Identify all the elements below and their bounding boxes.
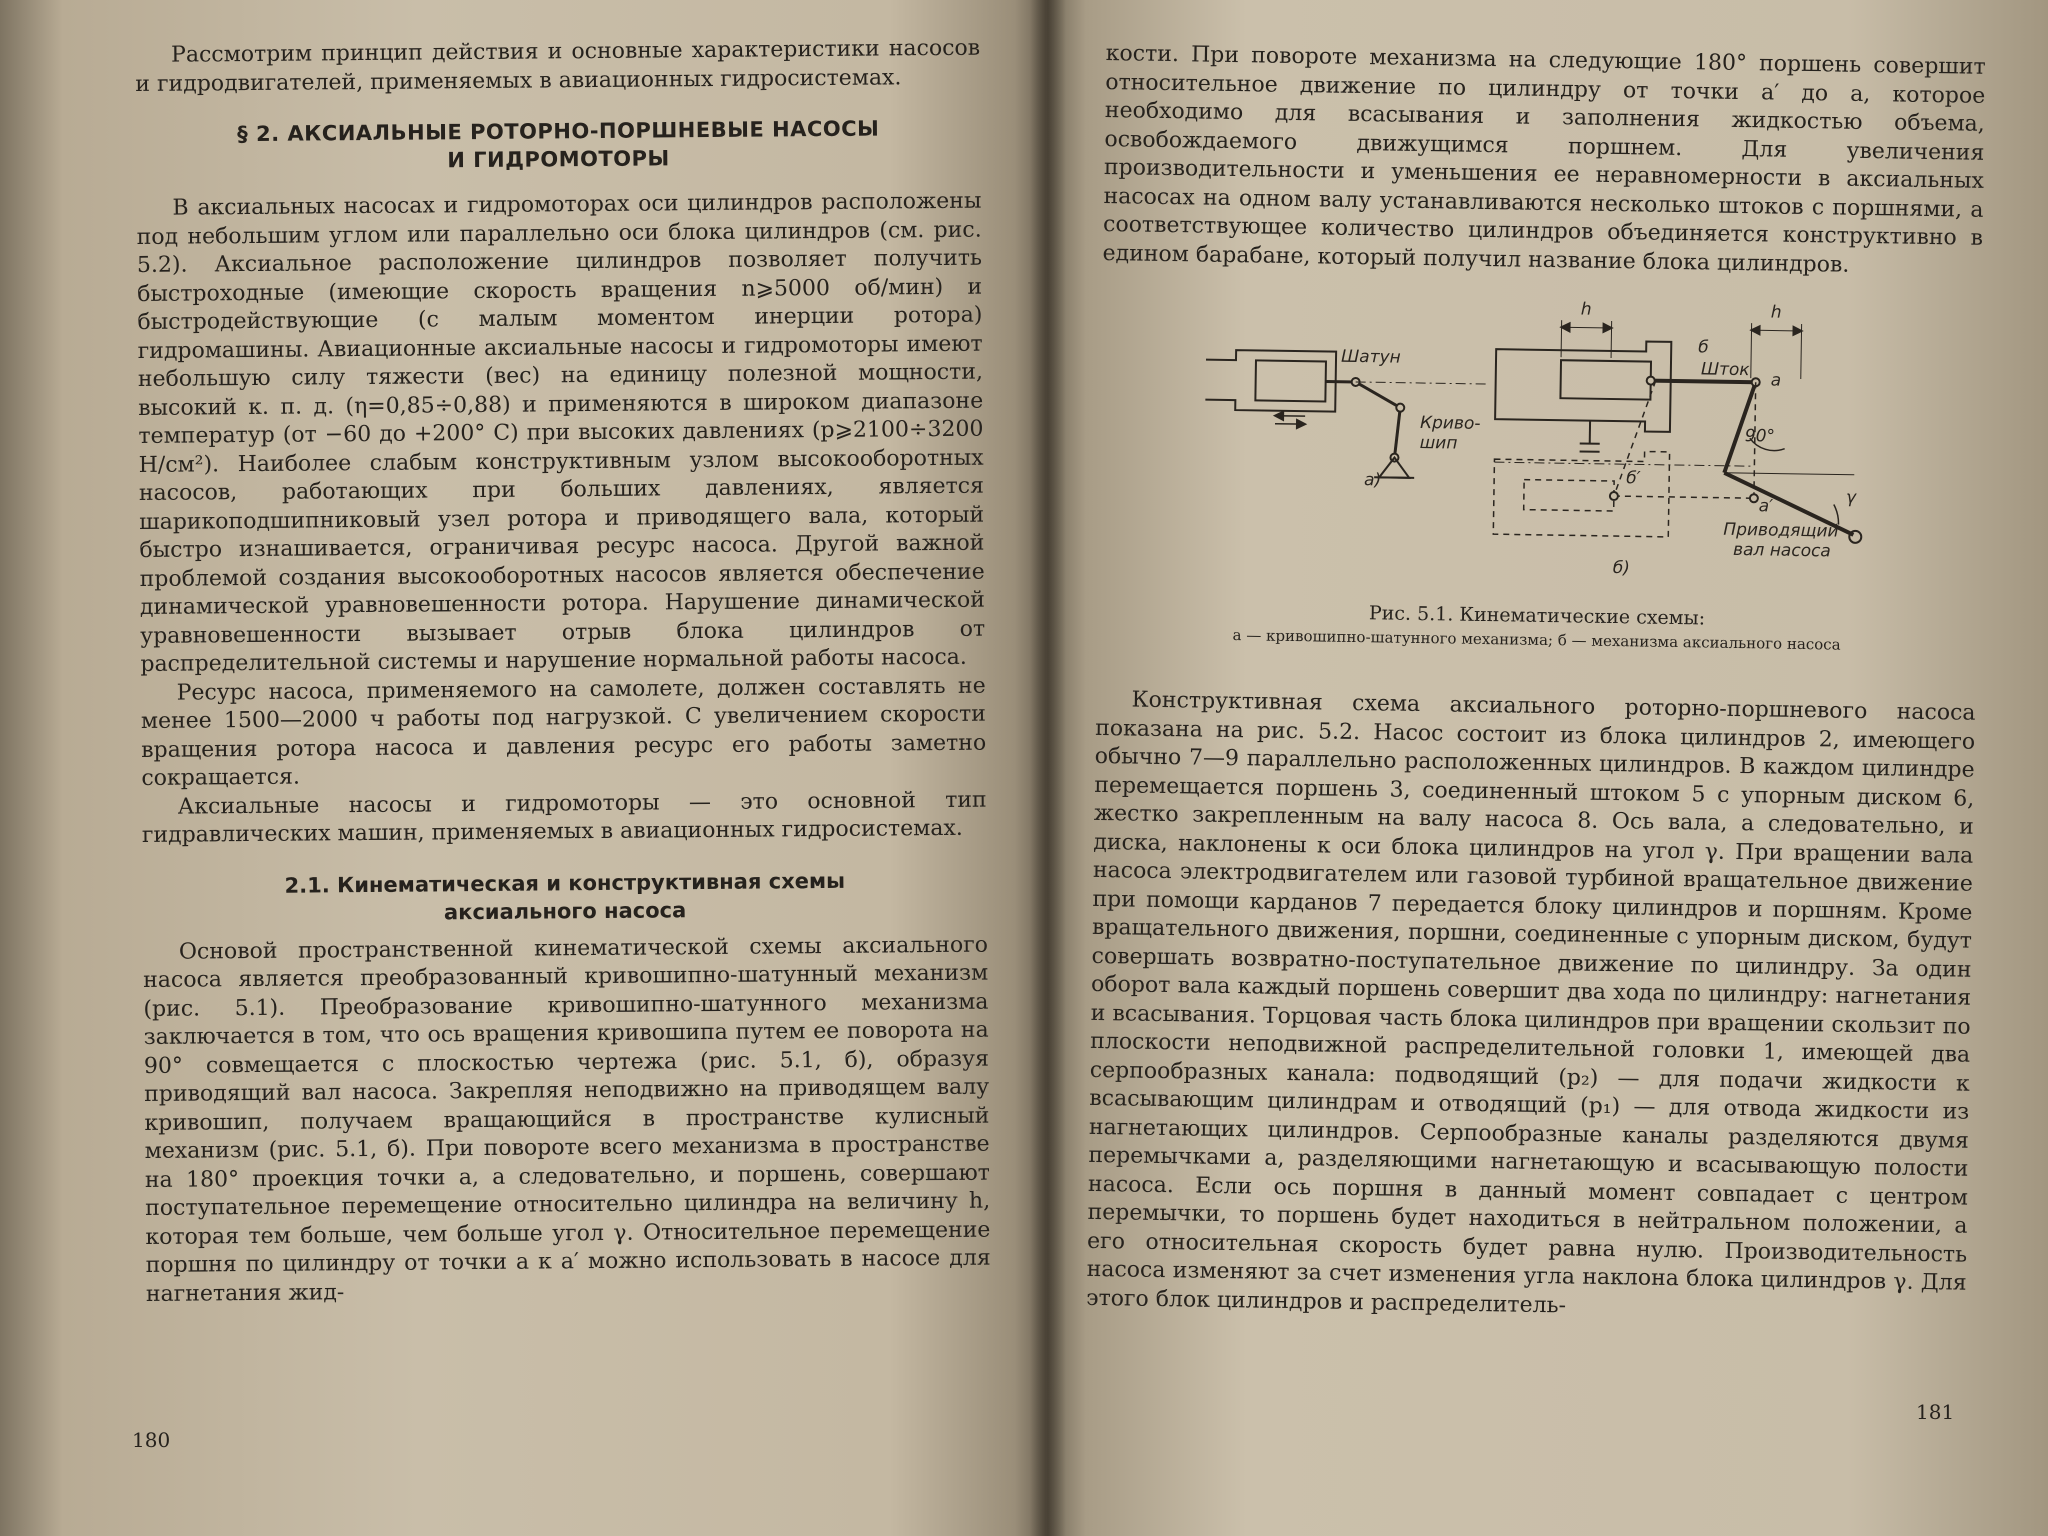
label-gamma: γ — [1845, 487, 1857, 508]
section-heading-line2: И ГИДРОМОТОРЫ — [447, 146, 670, 173]
figure-caption-title: Рис. 5.1. Кинематические схемы: — [1368, 602, 1706, 630]
subsection-heading-line2: аксиального насоса — [443, 897, 687, 924]
label-h-left: h — [1580, 299, 1592, 320]
section-heading — [136, 114, 981, 177]
paragraph: Конструктивная схема аксиального роторно-поршневого насоса показана на рис. 5.2. Насос состоит из блока цилиндров 2, имеющего обычно 7—9 параллельно расположенных цилиндров. В каждом цилиндре перемещается поршень 3, соединенный штоком 5 с упорным диском 6, жестко закрепленным на валу насоса 8. Ось вала, а следовательно, и диска, наклонены к оси блока цилиндров на угол γ. При вращении вала насоса электродвигателем или газовой турбиной вращательное движение при помощи карданов 7 передается блоку цилиндров и поршням. Кроме вращательного движения, поршни, соединенные с упорным диском, будут совершать возвратно-поступательное движение по цилиндру. За один оборот вала каждый поршень совершит два хода по цилиндру: нагнетания и всасывания. Торцовая часть блока цилиндров при вращении скользит по плоскости неподвижной распределительной головки 1, имеющей два серпообразных канала: подводящий (p₂) — для подачи жидкости к всасывающим цилиндрам и отводящий (p₁) — для отвода жидкости из нагнетающих цилиндров. Серпообразные каналы разделяются двумя перемычками a, разделяющими нагнетающую и всасывающую полости насоса. Если ось поршня в данный момент совпадает с центром перемычки, то поршень будет находиться в нейтральном положении, а его относительная скорость будет равна нулю. Производительность насоса изменяют за счет изменения угла наклона блока цилиндров γ. Для этого блок цилиндров и распределитель- — [1086, 687, 1976, 1318]
book-gutter — [1030, 0, 1066, 1536]
connecting-rod-a — [1355, 382, 1400, 408]
label-90-degrees: 90° — [1744, 426, 1776, 447]
subsection-heading — [142, 865, 987, 928]
right-page — [1046, 0, 2048, 1536]
piston-a — [1255, 360, 1326, 401]
left-text-column — [135, 35, 991, 1309]
intro-paragraph: Рассмотрим принцип действия и основные характеристики насосов и гидродвигателей, применяемых в авиационных гидросистемах. — [135, 35, 981, 97]
label-drive-shaft-2: вал насоса — [1732, 539, 1831, 562]
crank-a — [1394, 408, 1400, 458]
label-shatun: Шатун — [1340, 346, 1401, 368]
figure-caption-description: а — кривошипно-шатунного механизма; б — механизма аксиального насоса — [1232, 626, 1841, 654]
label-b-prime: б′ — [1626, 468, 1641, 489]
label-subfig-b: б) — [1612, 558, 1631, 579]
label-h-right: h — [1770, 302, 1782, 323]
label-subfig-a: а) — [1363, 470, 1382, 491]
label-shtok: Шток — [1700, 359, 1750, 381]
label-a-prime: а′ — [1758, 496, 1774, 517]
label-a: а — [1770, 370, 1782, 391]
kinematic-diagram — [1192, 289, 1897, 600]
piston-b — [1560, 360, 1651, 399]
right-text-column — [1086, 40, 1986, 1327]
paragraph: Основой пространственной кинематической схемы аксиального насоса является преобразованный кривошипно-шатунный механизм (рис. 5.1). Преобразование кривошипно-шатунного механизма заключается в том, что ось вращения кривошипа путем ее поворота на 90° совмещается с плоскостью чертежа (рис. 5.1, б), образуя приводящий вал насоса. Закрепляя неподвижно на приводящем валу кривошип, получаем вращающийся в пространстве кулисный механизм (рис. 5.1, б). При повороте всего механизма в пространстве на 180° проекция точки a, а следовательно, и поршень, совершают поступательное перемещение относительно цилиндра на величину h, которая тем больше, чем больше угол γ. Относительное перемещение поршня по цилиндру от точки a к a′ можно использовать в насосе для нагнетания жид- — [143, 932, 991, 1307]
paragraph: кости. При повороте механизма на следующие 180° поршень совершит относительное движение по цилиндру от точки a′ до a, которое необходимо для всасывания и заполнения жидкостью объема, освобождаемого движущимся поршнем. Для увеличения производительности и уменьшения ее неравномерности в аксиальных насосах на одном валу устанавливаются несколько штоков с поршнями, а соответствующее количество цилиндров объединяется конструктивно в едином барабане, который получил название блока цилиндров. — [1102, 40, 1986, 278]
paragraph: Ресурс насоса, применяемого на самолете, должен составлять не менее 1500—2000 ч работы под нагрузкой. С увеличением скорости вращения ротора насоса и давления ресурс его работы заметно сокращается. — [140, 673, 987, 791]
cylinder-block-b — [1495, 339, 1671, 432]
paragraph: Аксиальные насосы и гидромоторы — это основной тип гидравлических машин, применяемых в авиационных гидросистемах. — [141, 787, 987, 848]
label-b: б — [1698, 337, 1709, 358]
piston-rod-b — [1651, 381, 1756, 383]
page-number-right: 181 — [1916, 1400, 1955, 1424]
subsection-heading-line1: 2.1. Кинематическая и конструктивная схемы — [284, 868, 846, 898]
page-number-left: 180 — [132, 1428, 171, 1452]
label-krivoship-1: Криво- — [1419, 412, 1481, 434]
label-drive-shaft-1: Приводящий — [1723, 519, 1839, 542]
paragraph: В аксиальных насосах и гидромоторах оси цилиндров расположены под небольшим углом или параллельно оси блока цилиндров (см. рис. 5.2). Аксиальное расположение цилиндров позволяет получить быстроходные (имеющие скорость вращения n⩾5000 об/мин) и быстродействующие (с малым моментом инерции ротора) гидромашины. Авиационные аксиальные насосы и гидромоторы имеют небольшую силу тяжести (вес) на единицу полезной мощности, высокий к. п. д. (η=0,85÷0,88) и применяются в широком диапазоне температур (от −60 до +200° С) при высоких давлениях (p⩾2100÷3200 Н/см²). Наиболее слабым конструктивным узлом высокооборотных насосов, работающих при больших давлениях, является шарикоподшипниковый узел ротора и приводящего вала, который быстро изнашивается, ограничивая ресурс насоса. Другой важной проблемой создания высокооборотных насосов является обеспечение динамической уравновешенности ротора. Нарушение динамической уравновешенности вызывает отрыв блока цилиндров от распределительной системы и нарушение нормальной работы насоса. — [136, 188, 986, 677]
label-krivoship-2: шип — [1419, 432, 1458, 454]
section-heading-line1: § 2. АКСИАЛЬНЫЕ РОТОРНО-ПОРШНЕВЫЕ НАСОСЫ — [237, 116, 880, 147]
